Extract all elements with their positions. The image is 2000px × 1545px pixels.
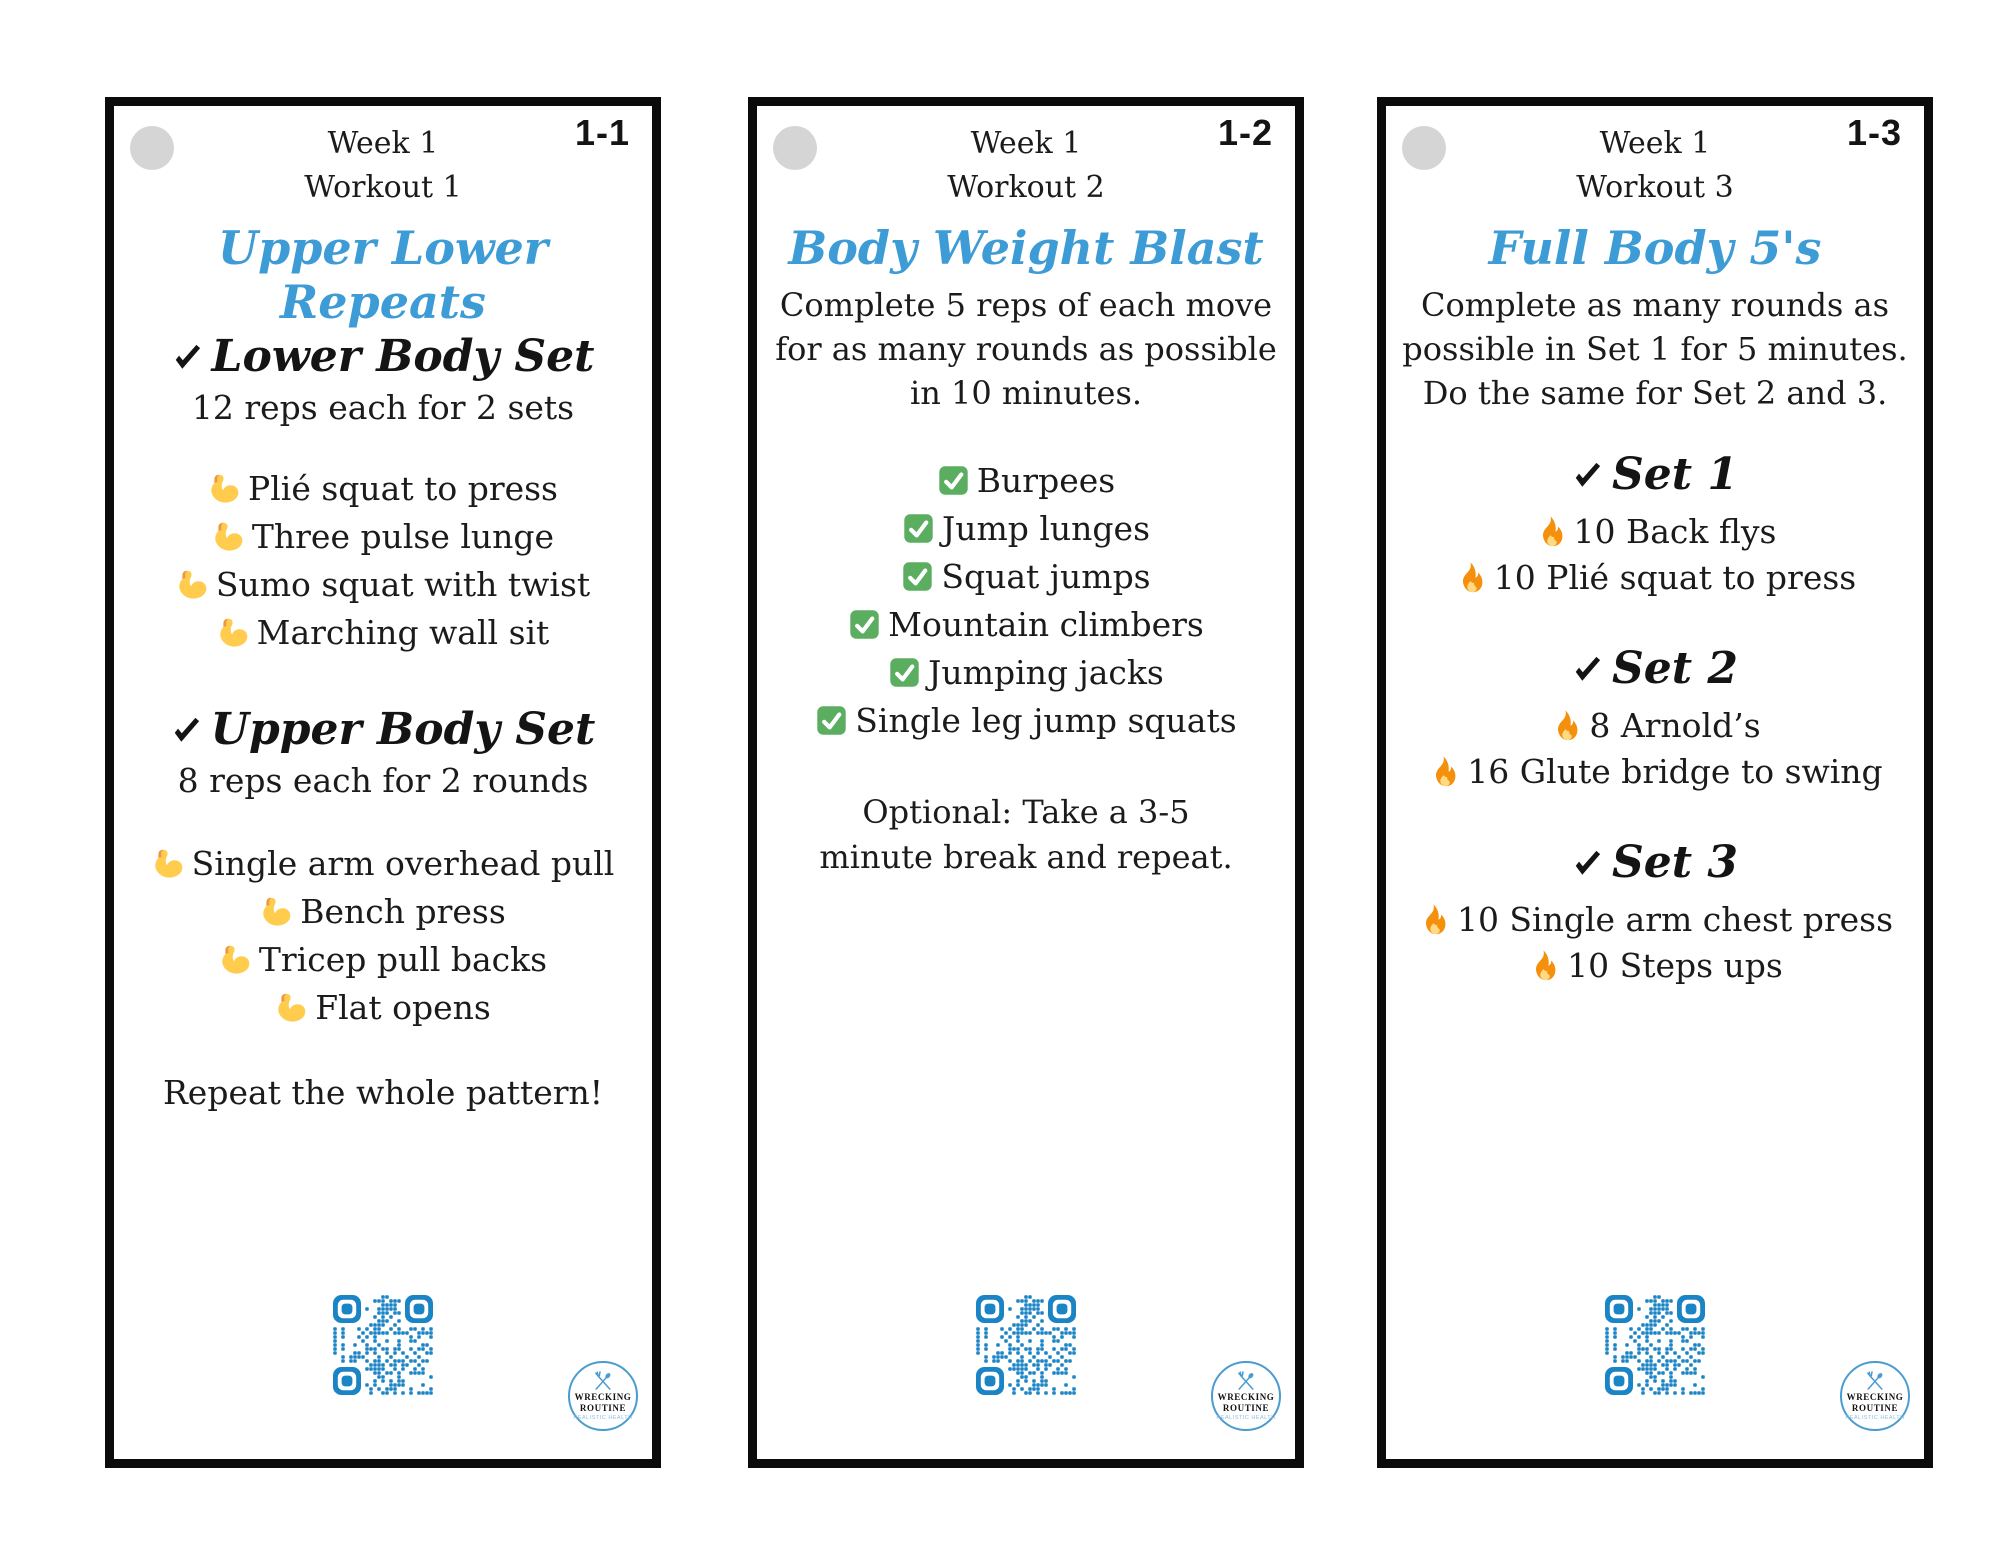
set-heading-text: Set 2 bbox=[1611, 643, 1739, 695]
crossed-fork-spoon-icon bbox=[590, 1371, 616, 1391]
muscle-icon bbox=[217, 616, 250, 649]
workout-instructions: Complete 5 reps of each move for as many rounds as possible in 10 minutes. bbox=[775, 286, 1277, 413]
check-icon bbox=[171, 715, 201, 745]
set-heading-text: Set 1 bbox=[1611, 449, 1739, 501]
exercise-text: 8 Arnold’s bbox=[1589, 706, 1761, 746]
exercise-text: Sumo squat with twist bbox=[215, 565, 591, 604]
exercise-item bbox=[114, 517, 652, 556]
set-block-2 bbox=[1386, 643, 1924, 791]
exercise-list bbox=[757, 461, 1295, 740]
exercise-text: Single arm overhead pull bbox=[191, 844, 615, 883]
green-checkbox-icon bbox=[815, 704, 848, 737]
wrecking-routine-logo bbox=[1211, 1361, 1281, 1431]
fire-icon bbox=[1417, 903, 1450, 936]
workout-title: Body Weight Blast bbox=[788, 221, 1264, 275]
exercise-text: Jump lunges bbox=[941, 509, 1151, 549]
card-header bbox=[1386, 122, 1924, 209]
exercise-item bbox=[114, 844, 652, 883]
muscle-icon bbox=[275, 991, 308, 1024]
workout-label: Workout 2 bbox=[947, 169, 1105, 205]
exercise-item bbox=[114, 892, 652, 931]
exercise-text: Flat opens bbox=[315, 988, 491, 1027]
exercise-item bbox=[757, 509, 1295, 548]
exercise-item bbox=[1386, 558, 1924, 597]
workout-card-1-1 bbox=[105, 97, 661, 1468]
hole-punch-circle bbox=[773, 126, 817, 170]
wrecking-routine-logo bbox=[568, 1361, 638, 1431]
crossed-fork-spoon-icon bbox=[1862, 1371, 1888, 1391]
exercise-item bbox=[1386, 512, 1924, 551]
exercise-text: Tricep pull backs bbox=[258, 940, 548, 979]
week-label: Week 1 bbox=[1599, 126, 1711, 161]
exercise-text: Jumping jacks bbox=[928, 653, 1164, 693]
workout-card-1-3 bbox=[1377, 97, 1933, 1468]
logo-name-line2: ROUTINE bbox=[1222, 1402, 1270, 1413]
exercise-text: 10 Single arm chest press bbox=[1456, 900, 1894, 940]
set-heading bbox=[1386, 837, 1924, 888]
section-heading-text: Lower Body Set bbox=[211, 331, 595, 382]
exercise-text: 10 Steps ups bbox=[1567, 946, 1783, 986]
lower-body-list bbox=[114, 469, 652, 652]
muscle-icon bbox=[176, 568, 209, 601]
exercise-item bbox=[1386, 752, 1924, 791]
muscle-icon bbox=[260, 895, 293, 928]
logo-name-line1: WRECKING bbox=[1846, 1392, 1904, 1403]
week-label: Week 1 bbox=[327, 126, 439, 161]
workout-title: Upper Lower Repeats bbox=[217, 221, 549, 329]
card-code: 1-1 bbox=[574, 112, 630, 153]
logo-name-line2: ROUTINE bbox=[1851, 1402, 1899, 1413]
logo-name-line2: ROUTINE bbox=[579, 1402, 627, 1413]
exercise-text: Bench press bbox=[300, 892, 506, 931]
card-header bbox=[114, 122, 652, 209]
wrecking-routine-logo bbox=[1840, 1361, 1910, 1431]
workout-instructions: Complete as many rounds as possible in Set 1 for 5 minutes. Do the same for Set 2 and 3. bbox=[1402, 286, 1908, 413]
exercise-text: Marching wall sit bbox=[256, 613, 550, 652]
optional-note: Optional: Take a 3-5 minute break and repeat. bbox=[819, 793, 1233, 876]
exercise-item bbox=[114, 988, 652, 1027]
exercise-item bbox=[757, 557, 1295, 596]
green-checkbox-icon bbox=[888, 656, 921, 689]
exercise-text: Single leg jump squats bbox=[855, 701, 1237, 741]
exercise-item bbox=[1386, 900, 1924, 939]
exercise-text: 10 Back flys bbox=[1573, 512, 1777, 552]
section-subtitle: 12 reps each for 2 sets bbox=[191, 388, 575, 427]
set-heading-text: Set 3 bbox=[1611, 837, 1739, 889]
section-subtitle: 8 reps each for 2 rounds bbox=[177, 761, 589, 800]
fire-icon bbox=[1527, 949, 1560, 982]
check-icon bbox=[1572, 460, 1602, 490]
set-block-3 bbox=[1386, 837, 1924, 985]
qr-code bbox=[333, 1295, 433, 1395]
exercise-text: Burpees bbox=[976, 461, 1116, 501]
workout-card-1-2 bbox=[748, 97, 1304, 1468]
muscle-icon bbox=[219, 943, 252, 976]
check-icon bbox=[1572, 654, 1602, 684]
logo-name-line1: WRECKING bbox=[574, 1392, 632, 1403]
fire-icon bbox=[1454, 561, 1487, 594]
green-checkbox-icon bbox=[902, 512, 935, 545]
workout-label: Workout 1 bbox=[304, 169, 462, 205]
card-code: 1-2 bbox=[1217, 112, 1273, 153]
crossed-fork-spoon-icon bbox=[1233, 1371, 1259, 1391]
section-heading-text: Upper Body Set bbox=[210, 704, 596, 755]
muscle-icon bbox=[152, 847, 185, 880]
logo-tagline: REALISTIC HEALTH bbox=[1216, 1414, 1276, 1421]
fire-icon bbox=[1534, 515, 1567, 548]
exercise-item bbox=[114, 469, 652, 508]
workout-title: Full Body 5's bbox=[1488, 221, 1822, 275]
fire-icon bbox=[1549, 709, 1582, 742]
exercise-item bbox=[757, 653, 1295, 692]
set-exercise-list bbox=[1386, 900, 1924, 985]
fire-icon bbox=[1427, 755, 1460, 788]
green-checkbox-icon bbox=[901, 560, 934, 593]
check-icon bbox=[172, 342, 202, 372]
workout-label: Workout 3 bbox=[1576, 169, 1734, 205]
exercise-item bbox=[757, 461, 1295, 500]
hole-punch-circle bbox=[1402, 126, 1446, 170]
exercise-item bbox=[757, 701, 1295, 740]
hole-punch-circle bbox=[130, 126, 174, 170]
section-heading-upper-body bbox=[114, 704, 652, 755]
green-checkbox-icon bbox=[848, 608, 881, 641]
set-block-1 bbox=[1386, 449, 1924, 597]
check-icon bbox=[1572, 848, 1602, 878]
logo-tagline: REALISTIC HEALTH bbox=[573, 1414, 633, 1421]
section-heading-lower-body bbox=[114, 331, 652, 382]
exercise-item bbox=[114, 940, 652, 979]
exercise-item bbox=[114, 565, 652, 604]
set-heading bbox=[1386, 449, 1924, 500]
logo-name-line1: WRECKING bbox=[1217, 1392, 1275, 1403]
logo-tagline: REALISTIC HEALTH bbox=[1845, 1414, 1905, 1421]
set-exercise-list bbox=[1386, 512, 1924, 597]
muscle-icon bbox=[212, 520, 245, 553]
exercise-item bbox=[114, 613, 652, 652]
card-code: 1-3 bbox=[1846, 112, 1902, 153]
exercise-text: Squat jumps bbox=[941, 557, 1151, 597]
upper-body-list bbox=[114, 844, 652, 1027]
exercise-text: 10 Plié squat to press bbox=[1493, 558, 1857, 598]
card-footer-note: Repeat the whole pattern! bbox=[162, 1073, 604, 1112]
card-header bbox=[757, 122, 1295, 209]
set-heading bbox=[1386, 643, 1924, 694]
set-exercise-list bbox=[1386, 706, 1924, 791]
green-checkbox-icon bbox=[937, 464, 970, 497]
qr-code bbox=[1605, 1295, 1705, 1395]
muscle-icon bbox=[208, 472, 241, 505]
exercise-text: Three pulse lunge bbox=[251, 517, 555, 556]
qr-code bbox=[976, 1295, 1076, 1395]
exercise-text: 16 Glute bridge to swing bbox=[1467, 752, 1883, 792]
exercise-text: Mountain climbers bbox=[888, 605, 1204, 645]
exercise-item bbox=[757, 605, 1295, 644]
exercise-text: Plié squat to press bbox=[248, 469, 558, 508]
exercise-item bbox=[1386, 946, 1924, 985]
week-label: Week 1 bbox=[970, 126, 1082, 161]
exercise-item bbox=[1386, 706, 1924, 745]
